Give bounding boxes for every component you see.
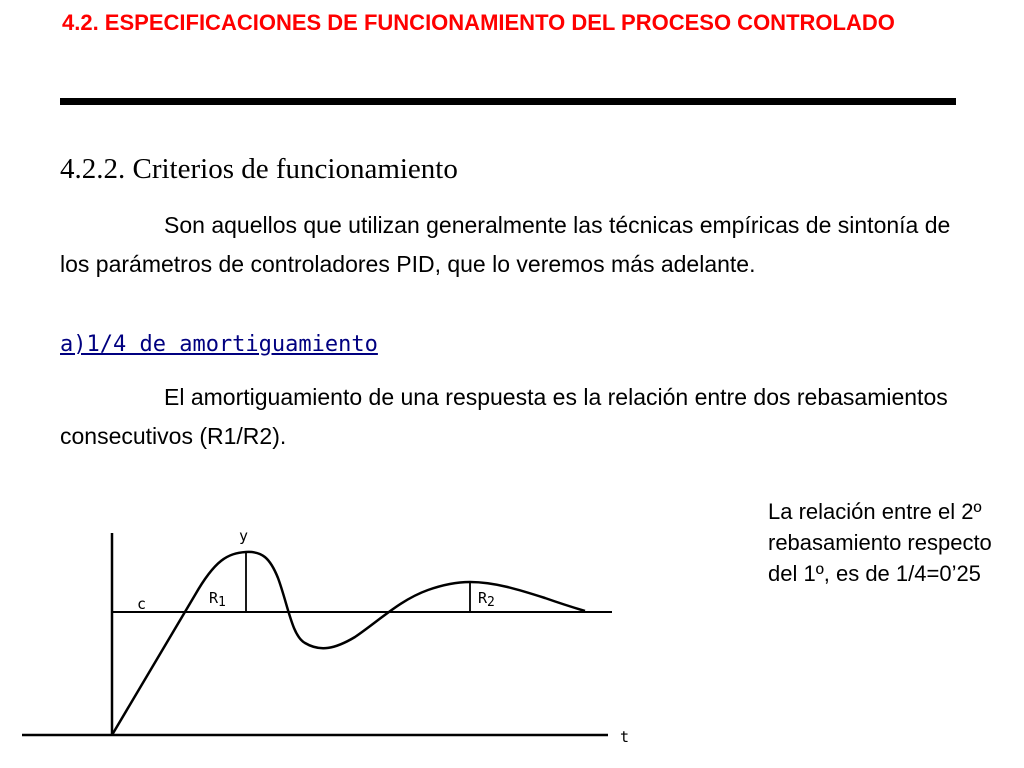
label-r2-sub: 2 xyxy=(487,595,495,610)
label-r2-letter: R xyxy=(478,589,488,607)
label-r1 xyxy=(209,589,226,610)
label-r2 xyxy=(478,589,495,610)
label-r1-letter: R xyxy=(209,589,219,607)
response-curve xyxy=(112,552,585,735)
slide-title: 4.2. ESPECIFICACIONES DE FUNCIONAMIENTO DEL PROCESO CONTROLADO xyxy=(62,10,895,35)
section-heading: 4.2.2. Criterios de funcionamiento xyxy=(60,153,458,185)
label-y: y xyxy=(239,527,249,545)
intro-paragraph: Son aquellos que utilizan generalmente las técnicas empíricas de sintonía de los parámetros de controladores PID, que lo veremos más adelante. xyxy=(60,212,951,277)
label-t: t xyxy=(620,728,630,746)
label-r1-sub: 1 xyxy=(218,595,226,610)
damping-subheading: a)1/4 de amortiguamiento xyxy=(60,332,378,357)
title-divider xyxy=(60,98,956,105)
side-note: La relación entre el 2º rebasamiento respecto del 1º, es de 1/4=0’25 xyxy=(768,499,992,586)
damping-paragraph: El amortiguamiento de una respuesta es la relación entre dos rebasamientos consecutivos (R1/R2). xyxy=(60,384,948,449)
damped-response-figure xyxy=(0,520,660,768)
label-c: c xyxy=(137,595,147,613)
